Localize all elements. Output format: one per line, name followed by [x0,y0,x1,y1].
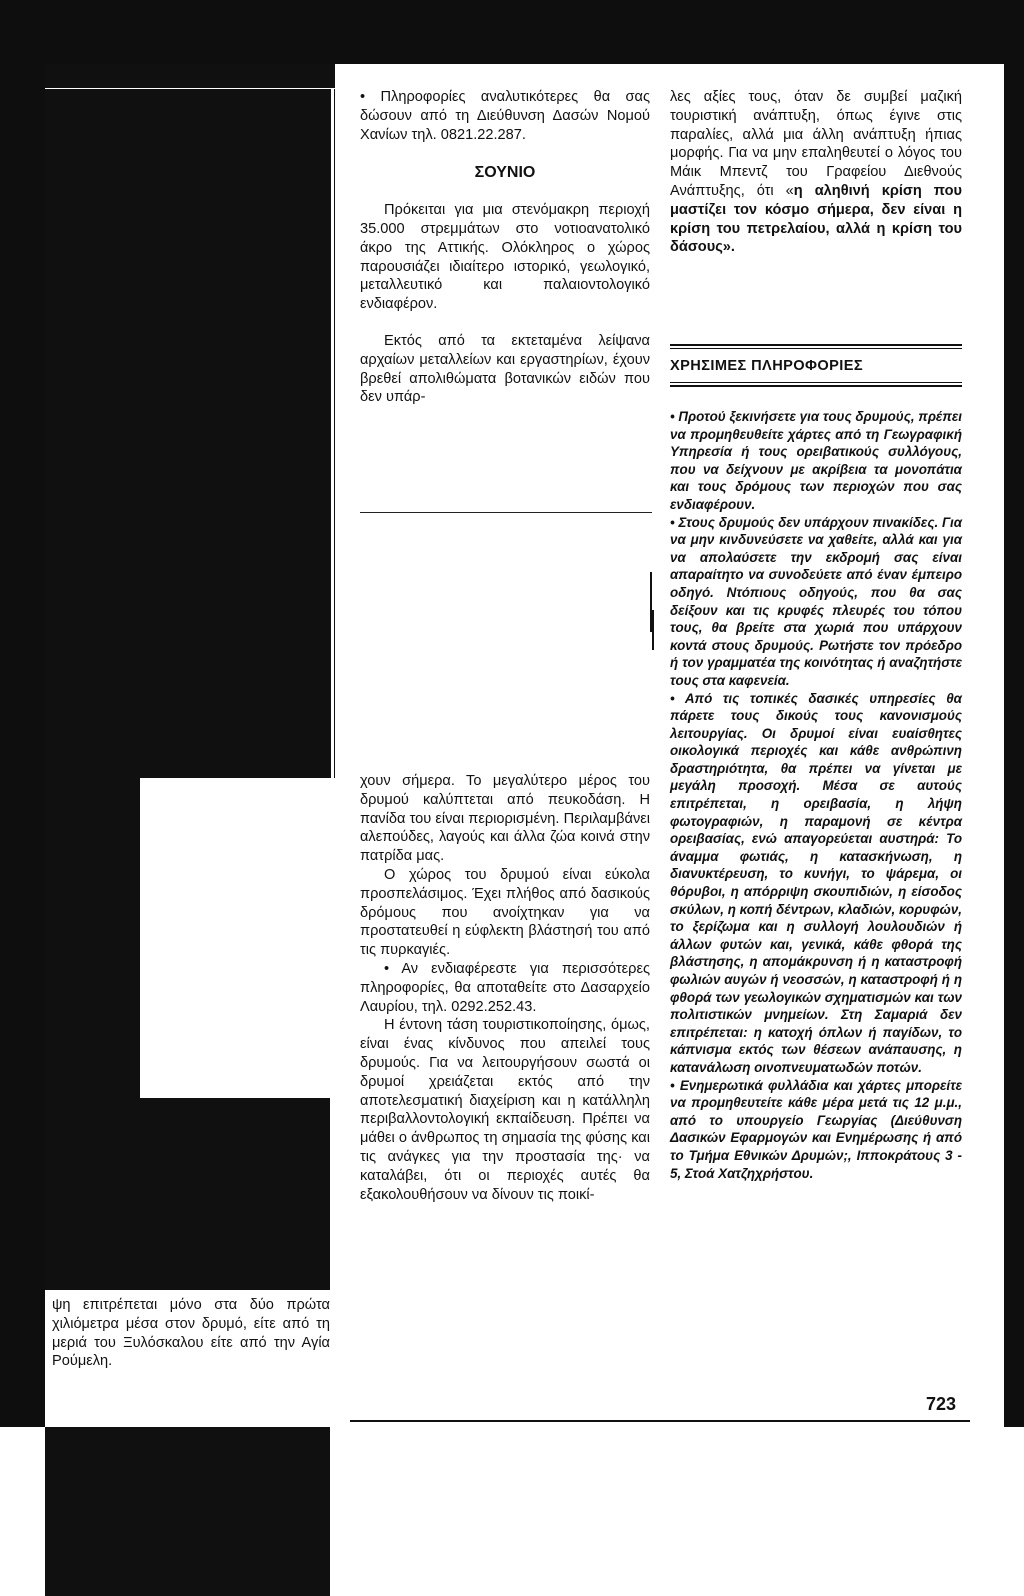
section-rule [670,344,962,346]
paragraph: Εκτός από τα εκτεταμένα λείψανα αρχαίων μεταλλείων και εργαστηρίων, έχουν βρεθεί απολιθώματα βοτανικών ειδών που δεν υπάρ- [360,332,650,406]
dark-top-band [0,0,1024,64]
section-rule [670,382,962,383]
dark-left-band [0,0,45,1427]
paragraph: λες αξίες τους, όταν δε συμβεί μαζική τουριστική ανάπτυξη, όπως έγινε στις παραλίες, αλλά μια άλλη ανάπτυξη ήπιας μορφής. Για να μην επαληθευτεί ο λόγος του Μάικ Μπεντζ του Γραφείου Διεθνούς Ανάπτυξης, ότι « [670,89,962,199]
paragraph: Πρόκειται για μια στενόμακρη περιοχή 35.000 στρεμμάτων στο νοτιοανατολικό άκρο της Αττικής. Ολόκληρος ο χώρος παρουσιάζει ιδιαίτερο ιστορικό, γεωλογικό, μεταλλευτικό και παλαιοντολογικό ενδιαφέρον. [360,202,650,313]
quote-bold: η αληθινή κρίση που μαστίζει τον κόσμο σήμερα, δεν είναι η κρίση του πετρελαίου, αλλά η κρίση του δάσους». [670,182,962,256]
photo-area [45,64,335,778]
bottom-rule [350,1420,970,1422]
section-title-useful-info: ΧΡΗΣΙΜΕΣ ΠΛΗΡΟΦΟΡΙΕΣ [670,358,864,374]
section-rule [670,348,962,349]
photo-frame-horizontal [140,778,335,779]
info-bullet: • Προτού ξεκινήσετε για τους δρυμούς, πρέπει να προμηθευθείτε χάρτες από τη Γεωγραφική Υπηρεσία ή τους ορειβατικούς συλλόγους, που να δείχνουν με ακρίβεια τα μονοπάτια και τους δρόμους των περιοχών που σας ενδιαφέρουν. [670,409,962,512]
photo-frame-line [45,88,335,89]
paragraph: Η έντονη τάση τουριστικοποίησης, όμως, είναι ένας κίνδυνος που απειλεί τους δρυμούς. Για να λειτουργήσουν σωστά οι δρυμοί χρειάζεται εκτός από την αποτελεσματική διαχείριση και η κατάλληλη περιβαλλοντολογική εκπαίδευση. Πρέπει να μάθει ο άνθρωπος τη σημασία της φύσης και τις ανάγκες για την προστασία της· να καταλάβει, ότι οι περιοχές αυτές θα εξακολουθήσουν να δίνουν τις ποικί- [360,1017,650,1203]
photo-area-lower [45,778,140,1098]
right-column-top [670,88,962,257]
paragraph: Ο χώρος του δρυμού είναι εύκολα προσπελάσιμος. Έχει πλήθος από δασικούς δρόμους που ανοίχτηκαν για να προστατευθεί η εύφλεκτη βλάστησή του από τις πυρκαγιές. [360,866,650,959]
middle-column-top [360,88,650,407]
paragraph: χουν σήμερα. Το μεγαλύτερο μέρος του δρυμού καλύπτεται από πευκοδάση. Η πανίδα του είναι περιορισμένη. Περιλαμβάνει αλεπούδες, λαγούς και άλλα ζώα κοινά στην πατρίδα μας. [360,773,650,865]
margin-mark [652,610,654,650]
right-column-bottom [670,408,962,1182]
left-caption-text: ψη επιτρέπεται μόνο στα δύο πρώτα χιλιόμετρα μέσα στον δρυμό, είτε από τη μεριά του Ξυλόσκαλου είτε από την Αγία Ρούμελη. [52,1297,330,1370]
column-divider [360,512,652,513]
section-title-sounio: ΣΟΥΝΙΟ [474,164,536,182]
info-bullet: • Από τις τοπικές δασικές υπηρεσίες θα πάρετε τους δικούς τους κανονισμούς λειτουργίας. Οι δρυμοί είναι ευαίσθητες οικολογικά περιοχές και κάθε ανθρώπινη δραστηριότητα, θα πρέπει να γίνεται με μεγάλη προσοχή. Μέσα σε αυτούς επιτρέπεται, η ορειβασία, η λήψη φωτογραφιών, η παραμονή σε κέντρα ορειβασίας, ενώ απαγορεύεται αυστηρά: Το άναμμα φωτιάς, η κατασκήνωση, η διανυκτέρευση, το κυνήγι, το ψάρεμα, οι θόρυβοι, η απόρριψη σκουπιδιών, η είσοδος σκύλων, η κοπή δέντρων, κλαδιών, κορυφών, το ξερίζωμα και η συλλογή λουλουδιών ή άλλων φυτών και, γενικά, κάθε φθορά της βλάστησης, η απομάκρυνση ή η καταστροφή φωλιών αυγών ή νεοσσών, η καταστροφή ή η φθορά των γεωλογικών σχηματισμών και των πολιτιστικών μνημείων. Στη Σαμαριά δεν επιτρέπεται: η κατοχή όπλων ή παγίδων, το κάπνισμα εκτός των θέσεων ανάπαυσης, η κατανάλωση οινοπνευματωδών ποτών. [670,690,962,1075]
section-rule [670,385,962,387]
photo-frame-vertical [331,88,334,788]
info-paragraph: • Πληροφορίες αναλυτικότερες θα σας δώσουν από τη Διεύθυνση Δασών Νομού Χανίων τηλ. 0821.22.287. [360,89,650,143]
contact-paragraph: • Αν ενδιαφέρεστε για περισσότερες πληροφορίες, θα αποταθείτε στο Δασαρχείο Λαυρίου, τηλ. 0292.252.43. [360,960,650,1015]
dark-right-band [1004,0,1024,1427]
info-bullet: • Στους δρυμούς δεν υπάρχουν πινακίδες. Για να μην κινδυνεύσετε να χαθείτε, αλλά και για να απολαύσετε την εκδρομή σας είναι απαραίτητο να συνοδεύετε από έναν έμπειρο οδηγό. Ντόπιους οδηγούς, που θα σας δείξουν και τις κρυφές πλευρές του τόπου τους, θα βρείτε στα χωριά που υπάρχουν κοντά στους δρυμούς. Ρωτήστε τον πρόεδρο ή τον γραμματέα της κοινότητας ή αναζητήστε τους στα καφενεία. [670,514,962,688]
page-number: 723 [926,1394,957,1414]
middle-column-bottom [360,772,650,1204]
info-bullet: • Ενημερωτικά φυλλάδια και χάρτες μπορείτε να προμηθευτείτε κάθε μέρα μετά τις 12 μ.μ., από το υπουργείο Γεωργίας (Διεύθυνση Δασικών Εφαρμογών και Ενημέρωσης ή από το Τμήμα Εθνικών Δρυμών;, Ιπποκράτους 3 - 5, Στοά Χατζηχρήστου. [670,1077,962,1181]
